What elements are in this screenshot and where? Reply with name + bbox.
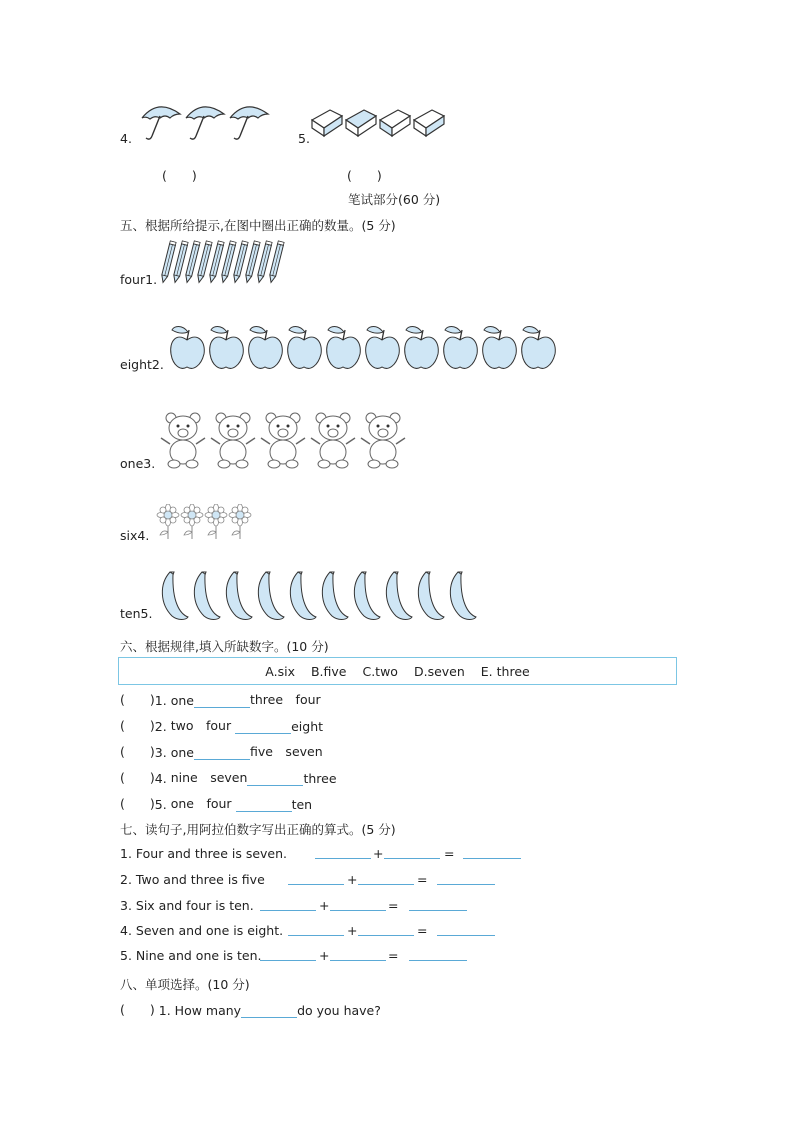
section6-question [120,768,337,786]
equals-sign: = [388,898,399,913]
answer-paren[interactable]: ( ) [120,770,155,785]
bear-icon[interactable] [208,408,258,470]
fill-blank[interactable] [194,747,250,760]
q4-answer-paren[interactable]: ( ) [162,168,197,183]
addend-blank[interactable] [315,846,371,859]
umbrella-icon [138,100,182,142]
question-text-before: 1. How many [158,1003,242,1018]
sequence-before: one [170,693,194,708]
banana-icon[interactable] [414,570,446,622]
bear-icon[interactable] [358,408,408,470]
eraser-icon [310,104,344,138]
fill-blank[interactable] [236,799,292,812]
apple-icon[interactable] [402,322,441,372]
answer-paren[interactable]: ( ) [120,718,155,733]
question-number: 5. [154,797,167,812]
sequence-after: eight [291,719,324,734]
umbrella-icon [226,100,270,142]
sequence-after: three four [249,692,321,707]
sunflower-icon[interactable] [228,504,253,540]
banana-icon[interactable] [446,570,478,622]
plus-sign: + [319,898,330,913]
banana-group[interactable] [158,570,478,622]
sequence-before: nine seven [170,770,248,785]
sentence: 4. Seven and one is eight. [120,923,284,938]
sum-blank[interactable] [437,872,495,885]
equation-row [120,846,540,862]
eraser-icon [344,104,378,138]
addend-blank[interactable] [358,923,414,936]
addend-blank[interactable] [260,898,316,911]
fill-blank[interactable] [235,721,291,734]
apple-icon[interactable] [207,322,246,372]
sunflower-icon[interactable] [180,504,205,540]
eraser-icon [412,104,446,138]
apple-icon[interactable] [324,322,363,372]
addend-blank[interactable] [288,923,344,936]
addend-blank[interactable] [384,846,440,859]
question-text-after: do you have? [297,1003,381,1018]
fill-blank[interactable] [194,695,250,708]
section8-question [120,1000,381,1018]
section8-title: 八、单项选择。(10 分) [120,977,250,992]
sequence-before: one four [170,796,232,811]
bear-icon[interactable] [308,408,358,470]
banana-icon[interactable] [190,570,222,622]
equals-sign: = [417,872,428,887]
apple-icon[interactable] [519,322,558,372]
sunflower-icon[interactable] [204,504,229,540]
banana-icon[interactable] [318,570,350,622]
addend-blank[interactable] [330,898,386,911]
answer-paren[interactable]: ( ) [120,692,155,707]
option-d: D.seven [413,663,465,679]
section6-question [120,716,323,734]
sequence-before: two four [170,718,232,733]
addend-blank[interactable] [260,948,316,961]
sum-blank[interactable] [409,948,467,961]
banana-icon[interactable] [382,570,414,622]
sunflower-group[interactable] [156,504,252,540]
apple-icon[interactable] [363,322,402,372]
q4-number: 4. [120,131,132,146]
umbrella-group [138,100,270,142]
sentence: 3. Six and four is ten. [120,898,254,913]
answer-paren[interactable]: ( ) [120,1002,155,1017]
section5-item-label: six4. [120,528,150,543]
section6-question [120,742,323,760]
answer-paren[interactable]: ( ) [120,796,155,811]
plus-sign: + [319,948,330,963]
banana-icon[interactable] [158,570,190,622]
option-box [118,657,677,685]
sum-blank[interactable] [409,898,467,911]
equation-row [120,948,540,964]
section6-question [120,690,321,708]
plus-sign: + [373,846,384,861]
section5-item-label: four1. [120,272,158,287]
sunflower-icon[interactable] [156,504,181,540]
equals-sign: = [417,923,428,938]
option-b: B.five [310,663,347,679]
sequence-after: ten [291,797,313,812]
sentence: 5. Nine and one is ten. [120,948,262,963]
section5-item-label: eight2. [120,357,164,372]
q5-answer-paren[interactable]: ( ) [347,168,382,183]
eraser-group [310,104,446,138]
section5-item-label: one3. [120,456,156,471]
sequence-after: three [303,771,337,786]
sum-blank[interactable] [437,923,495,936]
banana-icon[interactable] [254,570,286,622]
apple-icon[interactable] [441,322,480,372]
plus-sign: + [347,872,358,887]
section5-item-label: ten5. [120,606,153,621]
addend-blank[interactable] [330,948,386,961]
equals-sign: = [388,948,399,963]
section7-title: 七、读句子,用阿拉伯数字写出正确的算式。(5 分) [120,822,396,837]
equals-sign: = [444,846,455,861]
section6-question [120,794,312,812]
bear-icon[interactable] [158,408,208,470]
plus-sign: + [347,923,358,938]
apple-icon[interactable] [168,322,207,372]
equation-row [120,872,540,888]
q5-number: 5. [298,131,310,146]
addend-blank[interactable] [288,872,344,885]
sequence-before: one [170,745,194,760]
option-e: E. three [480,663,530,679]
question-number: 1. [154,693,167,708]
question-number: 3. [154,745,167,760]
sequence-after: five seven [249,744,323,759]
fill-blank[interactable] [247,773,303,786]
eraser-icon [378,104,412,138]
addend-blank[interactable] [358,872,414,885]
sentence: 1. Four and three is seven. [120,846,288,861]
question-number: 2. [154,719,167,734]
sum-blank[interactable] [463,846,521,859]
sentence: 2. Two and three is five [120,872,265,887]
bear-icon[interactable] [258,408,308,470]
section6-title: 六、根据规律,填入所缺数字。(10 分) [120,639,329,654]
option-a: A.six [265,663,295,679]
answer-paren[interactable]: ( ) [120,744,155,759]
banana-icon[interactable] [350,570,382,622]
written-part-heading: 笔试部分(60 分) [348,192,441,207]
section5-title: 五、根据所给提示,在图中圈出正确的数量。(5 分) [120,218,396,233]
fill-blank[interactable] [241,1005,297,1018]
equation-row [120,923,540,939]
bear-group[interactable] [158,408,408,470]
banana-icon[interactable] [286,570,318,622]
apple-icon[interactable] [285,322,324,372]
pencil-group[interactable] [162,240,282,285]
equation-row [120,898,540,914]
apple-icon[interactable] [480,322,519,372]
apple-icon[interactable] [246,322,285,372]
option-c: C.two [362,663,398,679]
question-number: 4. [154,771,167,786]
umbrella-icon [182,100,226,142]
banana-icon[interactable] [222,570,254,622]
apple-group[interactable] [168,322,558,372]
